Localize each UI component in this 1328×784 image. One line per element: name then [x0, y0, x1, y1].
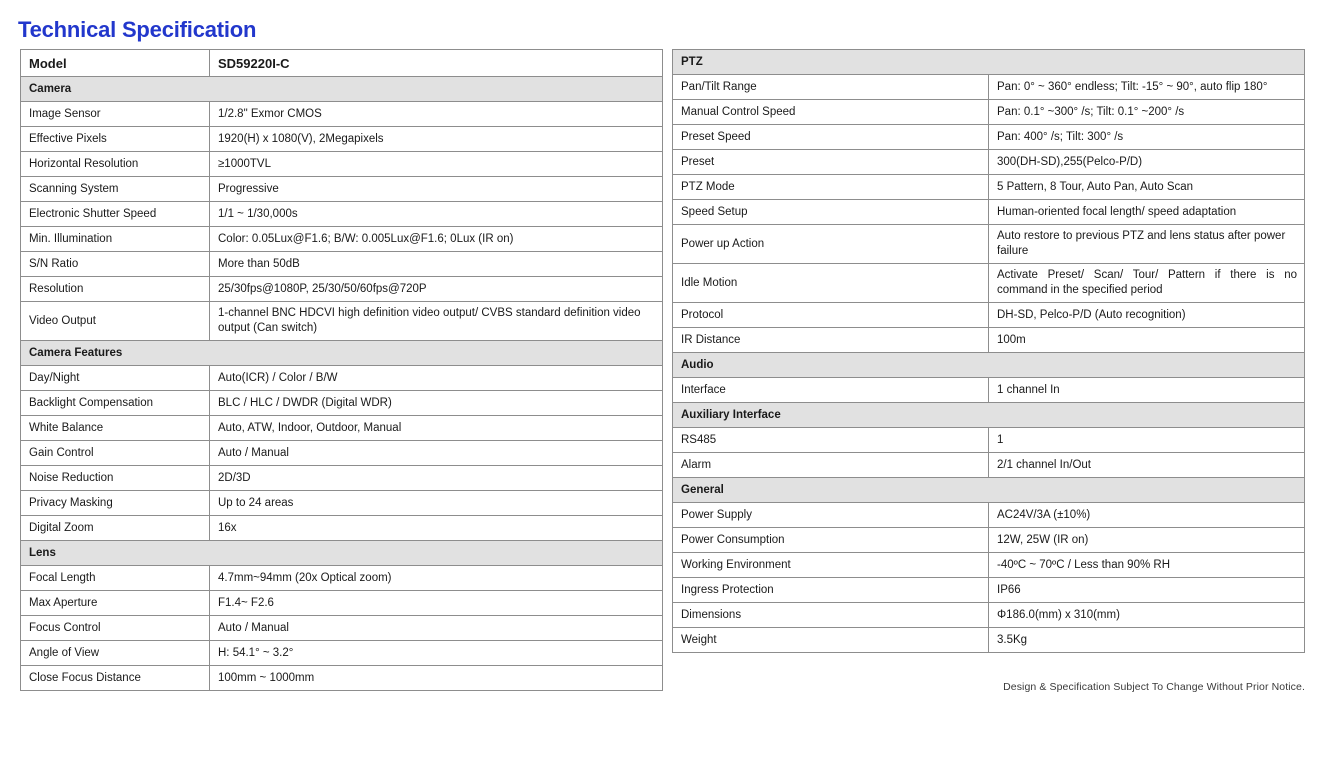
spec-value: F1.4~ F2.6	[210, 591, 663, 616]
spec-value: 12W, 25W (IR on)	[989, 528, 1305, 553]
spec-value: 25/30fps@1080P, 25/30/50/60fps@720P	[210, 277, 663, 302]
table-row	[673, 478, 1305, 503]
page-title: Technical Specification	[18, 16, 257, 42]
table-row	[673, 303, 1305, 328]
spec-value: Color: 0.05Lux@F1.6; B/W: 0.005Lux@F1.6; 0Lux (IR on)	[210, 227, 663, 252]
table-row	[673, 428, 1305, 453]
spec-label: Focal Length	[21, 566, 210, 591]
section-header-label: Lens	[21, 541, 663, 566]
spec-label: PTZ Mode	[673, 175, 989, 200]
table-row	[21, 50, 663, 77]
spec-value: 1 channel In	[989, 378, 1305, 403]
table-row	[21, 441, 663, 466]
table-row	[21, 366, 663, 391]
table-left-body	[21, 50, 663, 691]
section-header-label: Camera	[21, 77, 663, 102]
spec-value: SD59220I-C	[210, 50, 663, 77]
table-row	[21, 252, 663, 277]
table-row	[673, 603, 1305, 628]
spec-value: -40ºC ~ 70ºC / Less than 90% RH	[989, 553, 1305, 578]
spec-label: Model	[21, 50, 210, 77]
spec-value: H: 54.1° ~ 3.2°	[210, 641, 663, 666]
table-row	[21, 77, 663, 102]
table-row	[673, 50, 1305, 75]
table-row	[21, 127, 663, 152]
spec-label: Electronic Shutter Speed	[21, 202, 210, 227]
spec-label: IR Distance	[673, 328, 989, 353]
spec-label: Noise Reduction	[21, 466, 210, 491]
spec-label: Close Focus Distance	[21, 666, 210, 691]
spec-label: RS485	[673, 428, 989, 453]
table-row	[21, 516, 663, 541]
spec-value: 2D/3D	[210, 466, 663, 491]
spec-label: White Balance	[21, 416, 210, 441]
spec-label: Working Environment	[673, 553, 989, 578]
spec-value: Auto restore to previous PTZ and lens status after power failure	[989, 225, 1305, 264]
spec-value: Auto / Manual	[210, 441, 663, 466]
footer-notice: Design & Specification Subject To Change Without Prior Notice.	[1003, 681, 1305, 693]
spec-value: Pan: 0.1° ~300° /s; Tilt: 0.1° ~200° /s	[989, 100, 1305, 125]
table-row	[673, 150, 1305, 175]
table-row	[21, 102, 663, 127]
table-row	[673, 528, 1305, 553]
table-row	[21, 591, 663, 616]
table-row	[21, 341, 663, 366]
section-header-label: PTZ	[673, 50, 1305, 75]
spec-label: Resolution	[21, 277, 210, 302]
table-right-body	[673, 50, 1305, 653]
spec-label: Max Aperture	[21, 591, 210, 616]
spec-value: Progressive	[210, 177, 663, 202]
table-row	[21, 491, 663, 516]
spec-label: Power Consumption	[673, 528, 989, 553]
table-row	[21, 227, 663, 252]
spec-value: Auto, ATW, Indoor, Outdoor, Manual	[210, 416, 663, 441]
section-header-label: Audio	[673, 353, 1305, 378]
spec-label: Manual Control Speed	[673, 100, 989, 125]
spec-label: Video Output	[21, 302, 210, 341]
spec-value: Auto(ICR) / Color / B/W	[210, 366, 663, 391]
table-row	[673, 503, 1305, 528]
table-row	[673, 403, 1305, 428]
spec-value: Human-oriented focal length/ speed adaptation	[989, 200, 1305, 225]
table-row	[673, 353, 1305, 378]
spec-label: Speed Setup	[673, 200, 989, 225]
table-row	[21, 466, 663, 491]
table-row	[21, 666, 663, 691]
spec-value: More than 50dB	[210, 252, 663, 277]
spec-label: S/N Ratio	[21, 252, 210, 277]
spec-value: 16x	[210, 516, 663, 541]
spec-label: Dimensions	[673, 603, 989, 628]
table-row	[673, 328, 1305, 353]
table-row	[673, 553, 1305, 578]
spec-label: Min. Illumination	[21, 227, 210, 252]
spec-value: Auto / Manual	[210, 616, 663, 641]
spec-value: DH-SD, Pelco-P/D (Auto recognition)	[989, 303, 1305, 328]
spec-label: Ingress Protection	[673, 578, 989, 603]
spec-label: Scanning System	[21, 177, 210, 202]
spec-value: 1	[989, 428, 1305, 453]
spec-label: Angle of View	[21, 641, 210, 666]
table-row	[673, 100, 1305, 125]
spec-label: Protocol	[673, 303, 989, 328]
table-row	[673, 264, 1305, 303]
spec-label: Horizontal Resolution	[21, 152, 210, 177]
spec-label: Power up Action	[673, 225, 989, 264]
spec-value: 4.7mm~94mm (20x Optical zoom)	[210, 566, 663, 591]
table-row	[673, 225, 1305, 264]
spec-label: Alarm	[673, 453, 989, 478]
section-header-label: General	[673, 478, 1305, 503]
table-row	[21, 541, 663, 566]
spec-label: Preset	[673, 150, 989, 175]
table-row	[673, 75, 1305, 100]
table-row	[673, 175, 1305, 200]
spec-value: Pan: 0° ~ 360° endless; Tilt: -15° ~ 90°, auto flip 180°	[989, 75, 1305, 100]
spec-value: Activate Preset/ Scan/ Tour/ Pattern if there is no command in the specified period	[989, 264, 1305, 303]
spec-label: Focus Control	[21, 616, 210, 641]
spec-label: Weight	[673, 628, 989, 653]
table-row	[673, 125, 1305, 150]
table-row	[21, 152, 663, 177]
spec-label: Image Sensor	[21, 102, 210, 127]
table-row	[21, 277, 663, 302]
table-row	[673, 628, 1305, 653]
table-row	[21, 302, 663, 341]
table-row	[673, 378, 1305, 403]
spec-value: 2/1 channel In/Out	[989, 453, 1305, 478]
spec-value: AC24V/3A (±10%)	[989, 503, 1305, 528]
section-header-label: Camera Features	[21, 341, 663, 366]
table-row	[673, 200, 1305, 225]
table-row	[21, 566, 663, 591]
table-row	[673, 453, 1305, 478]
spec-value: Φ186.0(mm) x 310(mm)	[989, 603, 1305, 628]
spec-label: Day/Night	[21, 366, 210, 391]
table-row	[21, 177, 663, 202]
spec-value: 100mm ~ 1000mm	[210, 666, 663, 691]
spec-value: ≥1000TVL	[210, 152, 663, 177]
spec-value: 3.5Kg	[989, 628, 1305, 653]
spec-label: Preset Speed	[673, 125, 989, 150]
spec-value: 5 Pattern, 8 Tour, Auto Pan, Auto Scan	[989, 175, 1305, 200]
table-row	[21, 391, 663, 416]
spec-value: 1/1 ~ 1/30,000s	[210, 202, 663, 227]
table-row	[21, 641, 663, 666]
section-header-label: Auxiliary Interface	[673, 403, 1305, 428]
ptz-general-specification-table	[672, 49, 1305, 653]
table-row	[21, 202, 663, 227]
spec-label: Effective Pixels	[21, 127, 210, 152]
spec-value: 300(DH-SD),255(Pelco-P/D)	[989, 150, 1305, 175]
spec-label: Digital Zoom	[21, 516, 210, 541]
table-row	[673, 578, 1305, 603]
table-row	[21, 616, 663, 641]
spec-value: 1920(H) x 1080(V), 2Megapixels	[210, 127, 663, 152]
spec-value: IP66	[989, 578, 1305, 603]
camera-specification-table	[20, 49, 663, 691]
spec-label: Interface	[673, 378, 989, 403]
table-row	[21, 416, 663, 441]
spec-label: Backlight Compensation	[21, 391, 210, 416]
spec-value: Up to 24 areas	[210, 491, 663, 516]
spec-label: Gain Control	[21, 441, 210, 466]
spec-label: Privacy Masking	[21, 491, 210, 516]
spec-label: Power Supply	[673, 503, 989, 528]
spec-value: 1/2.8" Exmor CMOS	[210, 102, 663, 127]
spec-value: 1-channel BNC HDCVI high definition video output/ CVBS standard definition video output (Can switch)	[210, 302, 663, 341]
spec-label: Idle Motion	[673, 264, 989, 303]
spec-label: Pan/Tilt Range	[673, 75, 989, 100]
spec-value: BLC / HLC / DWDR (Digital WDR)	[210, 391, 663, 416]
spec-value: 100m	[989, 328, 1305, 353]
spec-value: Pan: 400° /s; Tilt: 300° /s	[989, 125, 1305, 150]
